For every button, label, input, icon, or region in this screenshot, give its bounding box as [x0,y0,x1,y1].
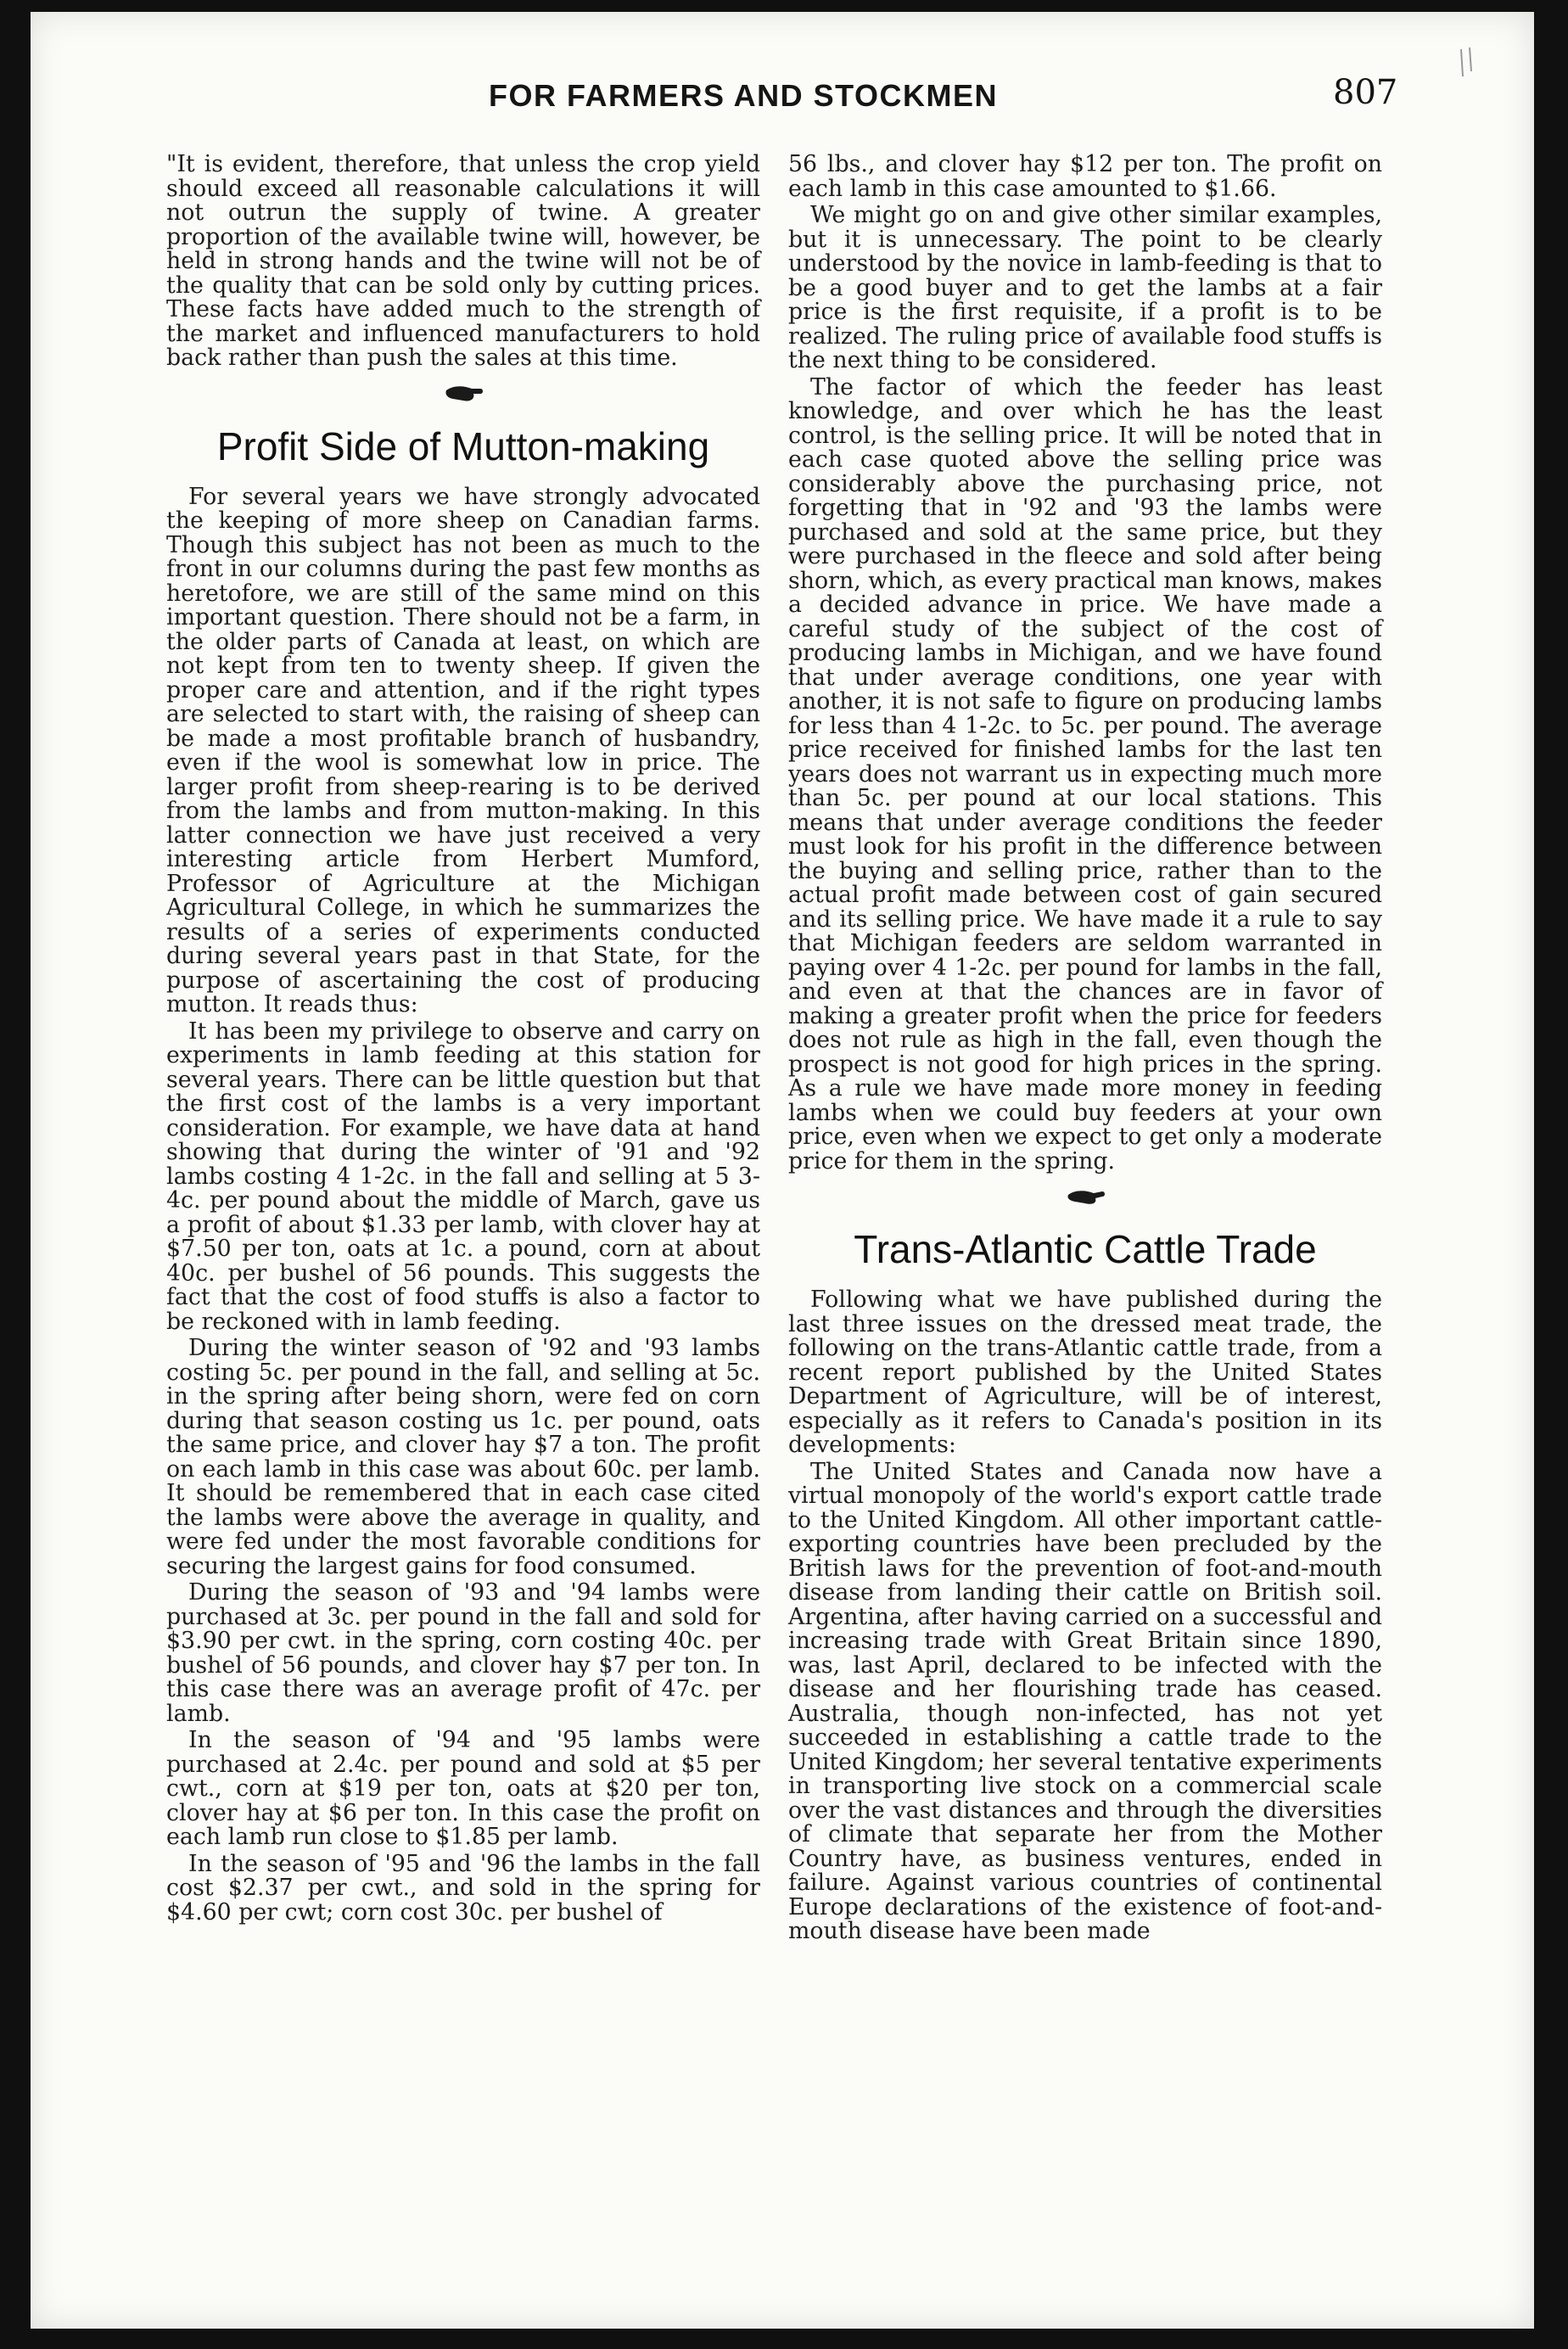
article1-title: Profit Side of Mutton-making [216,423,710,468]
article1-paragraph: It has been my privilege to observe and carry on experiments in lamb feeding at this station for several years. There can be little question but that the first cost of the lambs is a very important consideration. For example, we have data at hand showing that during the winter of '91 and '92 lambs costing 4 1-2c. in the fall and selling at 5 3-4c. per pound about the middle of March, gave us a profit of about $1.33 per lamb, with clover hay at $7.50 per ton, oats at 1c. a pound, corn at about 40c. per bushel of 56 pounds. This suggests the fact that the cost of food stuffs is also a factor to be reckoned with in lamb feeding. [166,1018,760,1335]
article1-paragraph: The factor of which the feeder has least knowledge, and over which he has the least control, is the selling price. It will be noted that in each case quoted above the selling price was considerably above the purchasing price, not forgetting that in '92 and '93 the lambs were purchased and sold at the same price, but they were purchased in the fleece and sold after being shorn, which, as every practical man knows, makes a decided advance in price. We have made a careful study of the subject of the cost of producing lambs in Michigan, and we have found that under average conditions, one year with another, it is not safe to figure on producing lambs for less than 4 1-2c. to 5c. per pound. The average price received for finished lambs for the last ten years does not warrant us in expecting much more than 5c. per pound at our local stations. This means that under average conditions the feeder must look for his profit in the difference between the buying and selling price, rather than to the actual profit made between cost of gain secured and its selling price. We have made it a rule to say that Michigan feeders are seldom warranted in paying over 4 1-2c. per pound for lambs in the fall, and even at that the chances are in favor of making a greater profit when the price for feeders does not rule as high in the fall, even though the prospect is not good for high prices in the spring. As a rule we have made more money in feeding lambs when we could buy feeders at your own price, even when we expect to get only a moderate price for them in the spring. [788,373,1382,1174]
article2-title: Trans-Atlantic Cattle Trade [854,1227,1317,1271]
article1-continued-paragraph: 56 lbs., and clover hay $12 per ton. The profit on each lamb in this case amounted to $1.66. [788,151,1382,202]
page-header [31,73,1534,129]
ornament-hand-icon [166,373,760,423]
article1-paragraph: In the season of '95 and '96 the lambs in the fall cost $2.37 per cwt., and sold in the spring for $4.60 per cwt; corn cost 30c. per bushel of [166,1850,760,1926]
intro-paragraph: "It is evident, therefore, that unless the crop yield should exceed all reasonable calculations it will not outrun the supply of twine. A greater proportion of the available twine will, however, be held in strong hands and the twine will not be of the quality that can be sold only by cutting prices. These facts have added much to the strength of the market and influenced manufacturers to hold back rather than push the sales at this time. [166,151,760,371]
left-column [166,153,760,1927]
article2-paragraph: Following what we have published during the last three issues on the dressed meat trade, the following on the trans-Atlantic cattle trade, from a recent report published by the United States Department of Agriculture, will be of interest, especially as it refers to Canada's position in its developments: [788,1287,1382,1458]
running-title: FOR FARMERS AND STOCKMEN [489,78,999,113]
ornament-hand-icon [788,1176,1382,1225]
article1-paragraph: We might go on and give other similar examples, but it is unnecessary. The point to be clearly understood by the novice in lamb-feeding is that to be a good buyer and to get the lambs at a fair price is the first requisite, if a profit is to be realized. The ruling price of available food stuffs is the next thing to be considered. [788,202,1382,373]
article1-paragraph: During the season of '93 and '94 lambs were purchased at 3c. per pound in the fall and sold for $3.90 per cwt. in the spring, corn costing 40c. per bushel of 56 pounds, and clover hay $7 per ton. In this case there was an average profit of 47c. per lamb. [166,1579,760,1727]
article1-paragraph: In the season of '94 and '95 lambs were purchased at 2.4c. per pound and sold at $5 per cwt., corn at $19 per ton, oats at $20 per ton, clover hay at $6 per ton. In this case the profit on each lamb run close to $1.85 per lamb. [166,1727,760,1850]
article1-paragraph: During the winter season of '92 and '93 lambs costing 5c. per pound in the fall, and selling at 5c. in the spring after being shorn, were fed on corn during that season costing us 1c. per pound, oats the same price, and clover hay $7 a ton. The profit on each lamb in this case was about 60c. per lamb. It should be remembered that in each case cited the lambs were above the average in quality, and were fed under the most favorable conditions for securing the largest gains for food consumed. [166,1335,760,1579]
article2-paragraph: The United States and Canada now have a virtual monopoly of the world's export cattle trade to the United Kingdom. All other important cattle-exporting countries have been precluded by the British laws for the prevention of foot-and-mouth disease from landing their cattle on British soil. Argentina, after having carried on a successful and increasing trade with Great Britain since 1890, was, last April, declared to be infected with the disease and her flourishing trade has ceased. Australia, though non-infected, has not yet succeeded in establishing a cattle trade to the United Kingdom; her several tentative experiments in transporting live stock on a commercial scale over the vast distances and through the diversities of climate that separate her from the Mother Country have, as business ventures, ended in failure. Against various countries of continental Europe declarations of the existence of foot-and-mouth disease have been made [788,1458,1382,1944]
right-column [788,153,1382,1947]
article1-paragraph: For several years we have strongly advocated the keeping of more sheep on Canadian farms. Though this subject has not been as much to the front in our columns during the past few months as heretofore, we are still of the same mind on this important question. There should not be a farm, in the older parts of Canada at least, on which are not kept from ten to twenty sheep. If given the proper care and attention, and if the right types are selected to start with, the raising of sheep can be made a most profitable branch of husbandry, even if the wool is somewhat low in price. The larger profit from sheep-rearing is to be derived from the lambs and from mutton-making. In this latter connection we have just received a very interesting article from Herbert Mumford, Professor of Agriculture at the Michigan Agricultural College, in which he summarizes the results of a series of experiments conducted during several years past in that State, for the purpose of ascertaining the cost of producing mutton. It reads thus: [166,483,760,1018]
magazine-page [31,12,1534,2329]
page-number: 807 [1333,73,1398,112]
